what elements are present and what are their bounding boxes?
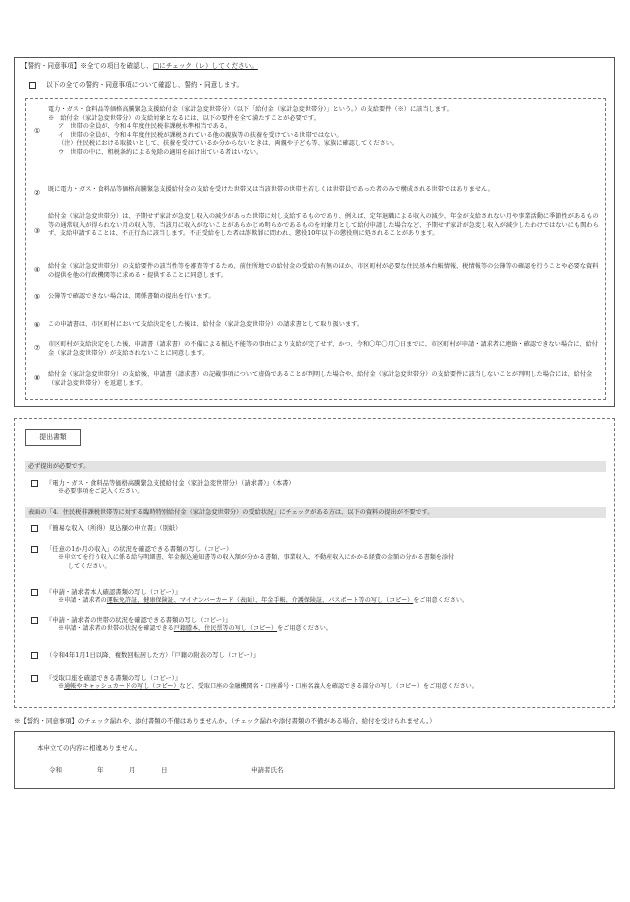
date-year-field[interactable]: 年	[97, 766, 104, 774]
document-checkbox[interactable]	[31, 480, 38, 487]
oath-header-text: 【誓約・同意事項】※全ての項目を確認し、	[21, 62, 153, 70]
oath-item-7	[26, 341, 601, 358]
agree-all-checkbox[interactable]	[29, 82, 36, 89]
document-checkbox[interactable]	[31, 525, 38, 532]
document-label: 『申請・請求者本人確認書類の写し（コピー）』	[46, 589, 182, 596]
document-checkbox[interactable]	[31, 652, 38, 659]
document-note	[46, 625, 332, 634]
document-label: 『受取口座を確認できる書類の写し（コピー）』	[46, 675, 182, 682]
date-month-field[interactable]: 月	[129, 766, 136, 774]
oath-item-text: ア 世帯の全員が、令和４年度住民税非課税水準相当である。	[58, 123, 232, 131]
note-suffix: をご用意ください。	[277, 625, 332, 633]
note-prefix: ※申請・請求者の世帯の状況を確認できる	[58, 625, 174, 633]
document-checkbox[interactable]	[31, 546, 38, 553]
oath-item-text: （注）住民税における取扱いとして、扶養を受けているか分からないときは、両親や子ども等、家族に確認してください。	[58, 140, 399, 148]
document-label: 『申請・請求者の世帯の状況を確認できる書類の写し（コピー）』	[46, 617, 232, 624]
oath-items-list	[25, 98, 606, 400]
oath-item-8	[26, 371, 601, 388]
document-label: （令和4年1月1日以降、複数回転居した方）『戸籍の附表の写し（コピー）』	[46, 652, 260, 659]
note-id-list: 運転免許証、健康保険証、マイナンバーカード（表面）、年金手帳、介護保険証、パスポート等の写し（コピー）	[106, 597, 414, 605]
note-id-list: 通帳やキャッシュカードの写し（コピー）	[64, 683, 180, 691]
date-signature-row	[49, 766, 284, 775]
agree-all-row[interactable]	[29, 81, 243, 90]
oath-item-text: イ 世帯の全員が、令和４年度住民税が課税されている他の親族等の扶養を受けている世帯ではない。	[58, 131, 343, 139]
document-label: 『簡易な収入（所得）見込額の申立書』（別紙）	[46, 525, 182, 532]
oath-header-instruction: □にチェック（レ）してください。	[152, 62, 258, 70]
oath-item-text: 電力・ガス・食料品等価格高騰緊急支援給付金（家計急変世帯分）（以下「給付金（家計急変世帯分）」という。）の支給要件（※）に該当します。	[48, 106, 453, 113]
signer-name-label: 申請者氏名	[251, 766, 284, 774]
document-item-family-register	[31, 651, 601, 660]
oath-item-5	[26, 293, 601, 302]
oath-item-2	[26, 186, 601, 198]
required-documents-section	[14, 418, 615, 708]
document-item-bank-account	[31, 674, 601, 692]
oath-item-text: 公簿等で確認できない場合は、関係書類の提出を行います。	[48, 293, 215, 300]
document-item-income-statement	[31, 524, 601, 533]
oath-item-number: ③	[33, 227, 41, 235]
oath-item-text: 給付金（家計急変世帯分）の支給要件の該当性等を審査等するため、前住所地での給付金の受給の有無のほか、市区町村が必要な住民基本台帳情報、税情報等の公簿等の確認を行うことや必要な資料の提供を他の行政機関等に求める・提供することに同意します。	[48, 263, 599, 279]
note-prefix: ※	[58, 683, 65, 691]
date-day-field[interactable]: 日	[161, 766, 168, 774]
date-era-label: 令和	[49, 766, 62, 774]
document-note: ※必要事項をご記入ください。	[58, 488, 144, 496]
document-item-monthly-income	[31, 545, 601, 572]
note-suffix: をご用意ください。	[413, 597, 469, 605]
oath-item-text: 給付金（家計急変世帯分）は、予期せず家計が急変し収入の減少があった世帯に対し支給するものであり、例えば、定年退職による収入の減少、年金が支給されない月や事業活動に季節性があるもの等の通常収入が得られない月の収入等、当該月に収入がないことがあらかじめ明らかであるものを対象月として給付申請した場合など、予期せず家計が急変し収入が減少したわけではないにも関わらず、支給申請することは、不正行為に該当します。不正受給をした者は詐欺罪に問われ、懲役10年以下の懲役刑に処されることがあります。	[48, 213, 599, 238]
oath-item-number: ⑧	[33, 374, 41, 382]
document-note: してください。	[68, 562, 111, 570]
document-note	[46, 683, 478, 692]
oath-item-text: ※ 給付金（家計急変世帯分）の支給対象となるには、以下の要件を全て満たすことが必要です。	[48, 114, 320, 122]
oath-item-4	[26, 263, 601, 280]
document-checkbox[interactable]	[31, 675, 38, 682]
note-id-list: 戸籍謄本、住民票等の写し（コピー）	[173, 625, 278, 633]
oath-item-text: 既に電力・ガス・食料品等価格高騰緊急支援給付金の支給を受けた世帯又は当該世帯の世帯主若しくは世帯員であった者のみで構成される世帯ではありません。	[48, 186, 494, 193]
confirmation-section	[14, 731, 615, 789]
oath-item-number: ①	[33, 127, 41, 135]
oath-item-number: ④	[33, 266, 41, 274]
oath-item-number: ②	[33, 189, 41, 197]
document-note: ※申立てを行う収入に係る給与明細書、年金振込通知書等の収入額が分かる書類、事業収入、不動産収入にかかる経費の金額の分かる書類を添付	[58, 554, 455, 562]
document-item-household	[31, 616, 601, 634]
oath-item-text: この申請書は、市区町村において支給決定をした後は、給付金（家計急変世帯分）の請求書として取り扱います。	[48, 321, 364, 328]
document-note	[46, 597, 468, 606]
oath-item-text: 給付金（家計急変世帯分）の支給後、申請書（請求書）の記載事項について虚偽であることが判明した場合や、給付金（家計急変世帯分）の支給要件に該当しないことが判明した場合には、給付金（家計急変世帯分）を返還します。	[48, 371, 593, 387]
document-item-claim-form	[31, 479, 601, 497]
oath-item-number: ⑥	[33, 321, 41, 329]
oath-item-6	[26, 321, 601, 330]
documents-title: 提出書類	[25, 429, 81, 446]
note-prefix: ※申請・請求者の	[58, 597, 107, 605]
oath-item-1	[26, 106, 601, 157]
document-checkbox[interactable]	[31, 589, 38, 596]
oath-item-text: 市区町村が支給決定をした後、申請書（請求書）の不備による振込不能等の事由により支給が完了せず、かつ、令和〇年〇月〇日までに、市区町村が申請・請求者に連絡・確認できない場合に、給付金（家計急変世帯分）が支給されないことに同意します。	[48, 341, 598, 357]
note-suffix: など、受取口座の金融機関名・口座番号・口座名義人を確認できる部分の写し（コピー）をご用意ください。	[179, 683, 478, 691]
document-label: 『電力・ガス・食料品等価格高騰緊急支援給付金（家計急変世帯分）（請求書）』（本書）	[46, 480, 295, 487]
agree-all-label: 以下の全ての誓約・同意事項について確認し、誓約・同意します。	[46, 81, 244, 89]
document-checkbox[interactable]	[31, 617, 38, 624]
exemption-band: 表面の「4．住民税非課税世帯等に対する臨時特別給付金（家計急変世帯分）の受給状況」にチェックがある方は、以下の資料の提出が不要です。	[25, 507, 606, 518]
oath-consent-section	[14, 57, 615, 407]
oath-item-text: ウ 世帯の中に、租税条約による免除の適用を届け出ている者はいない。	[58, 148, 263, 156]
document-label: 「任意の1か月の収入」の状況を確認できる書類の写し（コピー）	[46, 546, 233, 553]
required-band: 必ず提出が必要です。	[25, 461, 606, 472]
confirmation-statement: 本申立ての内容に相違ありません。	[37, 744, 142, 752]
oath-item-number: ⑤	[33, 293, 41, 301]
document-item-identity	[31, 588, 601, 606]
oath-item-3	[26, 213, 601, 239]
check-reminder-note: ※【誓約・同意事項】のチェック漏れや、添付書類の不備はありませんか。（チェック漏れや添付書類の不備がある場合、給付を受けられません。）	[14, 717, 436, 725]
oath-header	[21, 62, 258, 71]
oath-item-number: ⑦	[33, 344, 41, 352]
